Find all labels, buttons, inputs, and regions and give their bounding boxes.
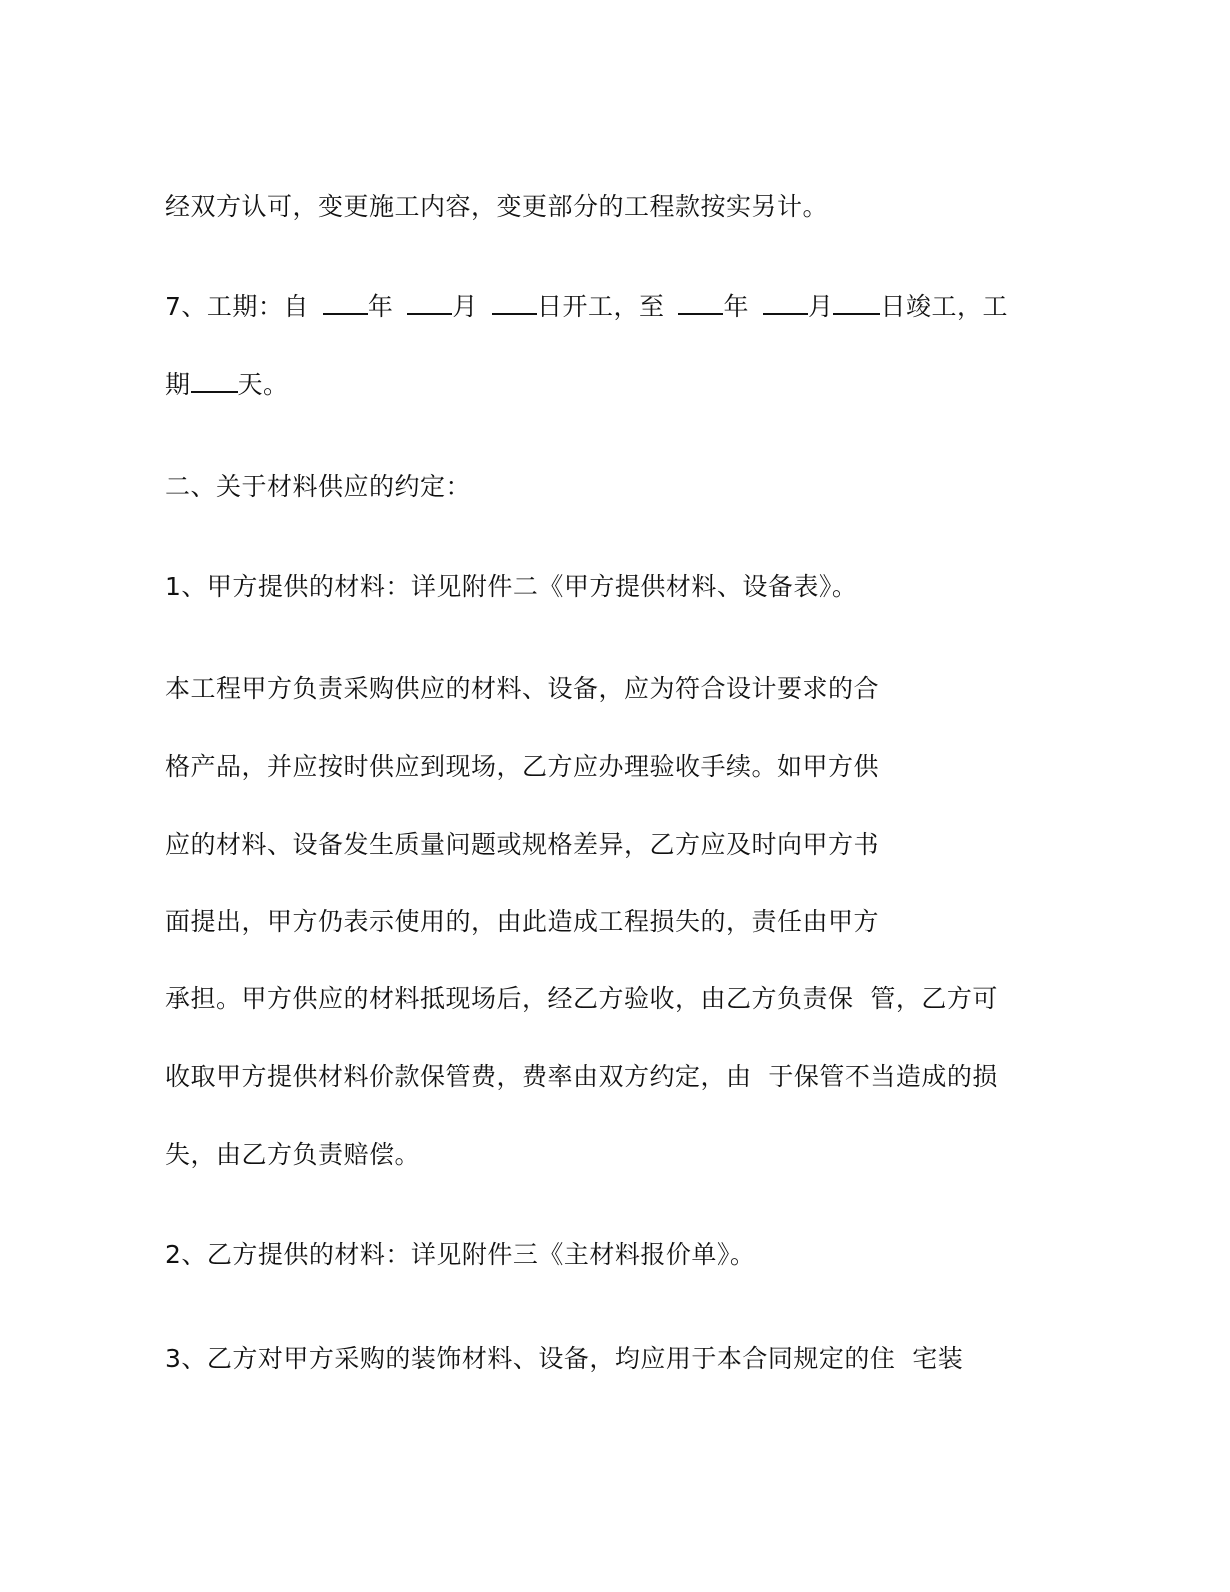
start-day-label: 日开工，至 bbox=[536, 292, 665, 321]
period-line2-prefix: 期 bbox=[165, 370, 191, 399]
item1-body-line: 本工程甲方负责采购供应的材料、设备，应为符合设计要求的合 bbox=[165, 674, 880, 703]
section-heading: 二、关于材料供应的约定： bbox=[165, 472, 472, 501]
period-prefix: 7、工期：自 bbox=[165, 292, 309, 321]
item3-title: 3、乙方对甲方采购的装饰材料、设备，均应用于本合同规定的住 宅装 bbox=[165, 1344, 964, 1373]
item1-body-line: 承担。甲方供应的材料抵现场后，经乙方验收，由乙方负责保 管，乙方可 bbox=[165, 984, 998, 1013]
end-day-label: 日竣工，工 bbox=[880, 292, 1008, 321]
item1-body-line: 失，由乙方负责赔偿。 bbox=[165, 1140, 421, 1169]
paragraph-continuation: 经双方认可，变更施工内容，变更部分的工程款按实另计。 bbox=[165, 192, 829, 221]
item1-body-line: 面提出，甲方仍表示使用的，由此造成工程损失的，责任由甲方 bbox=[165, 907, 880, 936]
item1-body-line: 格产品，并应按时供应到现场，乙方应办理验收手续。如甲方供 bbox=[165, 752, 880, 781]
blank-end-day bbox=[833, 291, 880, 315]
period-line2-suffix: 天。 bbox=[237, 370, 289, 399]
blank-total-days bbox=[191, 369, 238, 393]
blank-end-month bbox=[763, 291, 808, 315]
month-label: 月 bbox=[452, 292, 478, 321]
blank-start-day bbox=[492, 291, 537, 315]
item1-body-line: 收取甲方提供材料价款保管费，费率由双方约定，由 于保管不当造成的损 bbox=[165, 1062, 998, 1091]
year-label: 年 bbox=[367, 292, 394, 321]
blank-start-year bbox=[323, 291, 368, 315]
month-label: 月 bbox=[807, 292, 834, 321]
item1-body-line: 应的材料、设备发生质量问题或规格差异，乙方应及时向甲方书 bbox=[165, 830, 880, 859]
construction-period-days-line bbox=[165, 368, 289, 402]
item2-title: 2、乙方提供的材料：详见附件三《主材料报价单》。 bbox=[165, 1240, 756, 1269]
construction-period-line bbox=[165, 290, 1008, 324]
blank-end-year bbox=[678, 291, 723, 315]
year-label: 年 bbox=[723, 292, 749, 321]
item1-title: 1、甲方提供的材料：详见附件二《甲方提供材料、设备表》。 bbox=[165, 572, 858, 601]
blank-start-month bbox=[407, 291, 452, 315]
